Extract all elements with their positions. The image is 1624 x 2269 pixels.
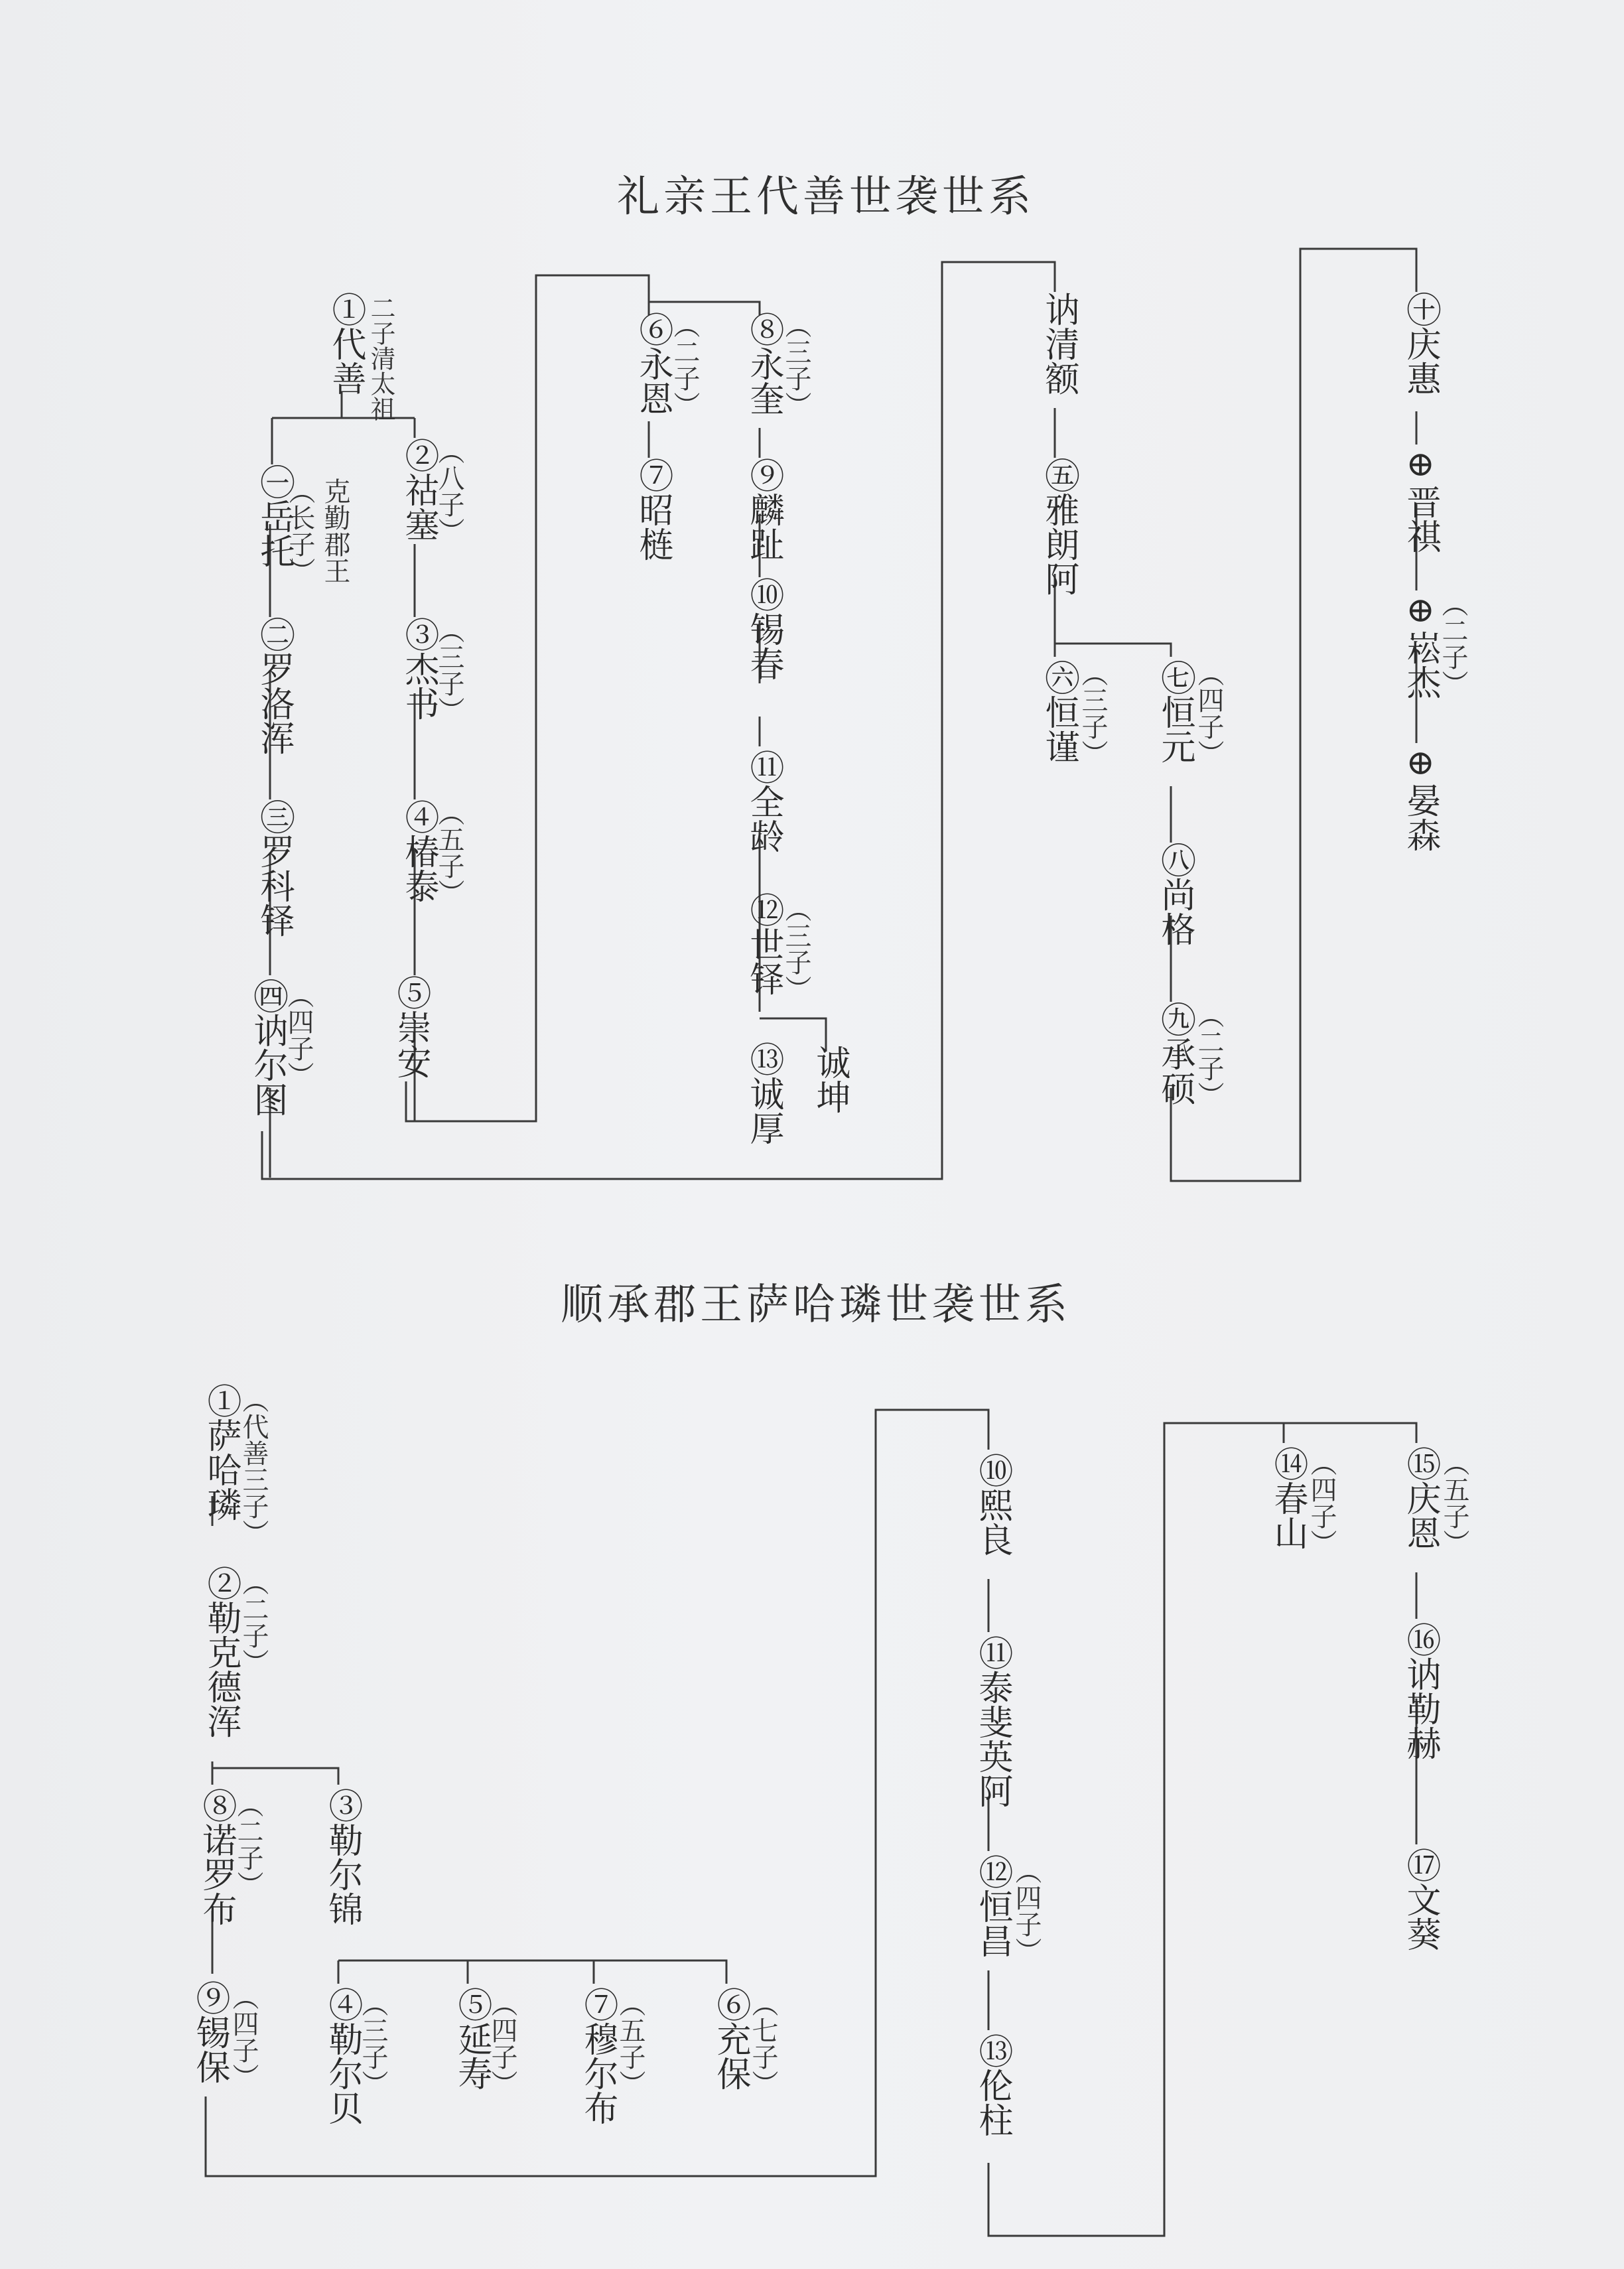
node-leerbei: ④勒尔贝	[322, 1987, 362, 2125]
note-hengchang: （四子）	[1011, 1858, 1042, 1964]
note-naertu: （四子）	[283, 982, 314, 1088]
node-hengchang: ⑫恒昌	[973, 1854, 1012, 1958]
node-linzhi: ⑨麟趾	[744, 458, 783, 561]
node-chongbao: ⑥充保	[710, 1987, 750, 2091]
note-xibao: （四子）	[228, 1984, 259, 2090]
node-shiduo: ⑫世铎	[744, 892, 783, 996]
node-wenkui: ⑰文葵	[1400, 1848, 1440, 1951]
node-zhaolian: ⑦昭梿	[633, 458, 673, 561]
node-yongkui: ⑧永奎	[744, 312, 783, 415]
node-nuoluobu: ⑧诺罗布	[196, 1788, 236, 1926]
connector	[988, 1423, 1416, 2236]
node-qingen: ⑮庆恩	[1400, 1446, 1440, 1550]
node-xichun: ⑩锡春	[744, 577, 783, 681]
note-jieshu: （三子）	[434, 617, 464, 723]
node-xiliang: ⑩熙良	[973, 1453, 1012, 1556]
diagram-title-1: 礼亲王代善世袭世系	[617, 172, 1035, 222]
node-nalehe: ⑯讷勒赫	[1400, 1622, 1440, 1760]
node-jinqi: ⊕晋祺	[1400, 445, 1440, 553]
node-hengjin: ㊅恒谨	[1039, 660, 1079, 764]
node-lekedehun: ②勒克德浑	[201, 1566, 241, 1738]
node-chengshuo: ㊈承硕	[1155, 1002, 1195, 1105]
node-songjie: ⊕崧杰	[1400, 590, 1440, 699]
note-qingen: （五子）	[1439, 1450, 1469, 1556]
node-qinghui: ㊉庆惠	[1400, 292, 1440, 395]
note-daishan: 二子清太祖	[366, 295, 395, 421]
node-jieshu: ③杰书	[399, 617, 439, 721]
node-yalanga: ㊄雅朗阿	[1039, 458, 1079, 596]
note-chengshuo: （二子）	[1193, 1002, 1224, 1108]
note-hengjin: （三子）	[1077, 660, 1108, 766]
note-chongbao: （七子）	[748, 1990, 778, 2097]
node-lunzhu: ⑬伦柱	[973, 2033, 1012, 2137]
node-shangge: ㊇尚格	[1155, 843, 1195, 946]
note-lekedehun: （二子）	[238, 1569, 269, 1675]
node-chunshan: ⑭春山	[1268, 1446, 1308, 1550]
node-naqinge: 讷清额	[1039, 292, 1079, 395]
note-yanshou: （四子）	[487, 1990, 517, 2097]
connector	[338, 1960, 726, 1984]
note-yuetuo: （长子）	[285, 478, 315, 584]
node-muerbu: ⑦穆尔布	[578, 1987, 618, 2125]
node-chongan: ⑤崇安	[391, 975, 431, 1079]
node-luokeduo: ㊂罗科铎	[254, 799, 294, 937]
note-chuntai: （五子）	[434, 799, 464, 906]
node-quanling: ⑪全龄	[744, 750, 783, 853]
diagram-title-2: 顺承郡王萨哈璘世袭世系	[561, 1280, 1071, 1330]
node-luoluohun: ㊁罗洛浑	[254, 617, 294, 755]
note-leerbei: （三子）	[358, 1990, 388, 2097]
note-yongen: （二子）	[669, 312, 700, 418]
node-gusai: ②祜塞	[399, 438, 439, 541]
note-shiduo: （三子）	[781, 896, 811, 1002]
node-chuntai: ④椿泰	[399, 799, 439, 903]
node-hengyuan: ㊆恒元	[1155, 660, 1195, 764]
node-chenghou: ⑬诚厚	[744, 1042, 783, 1145]
note-chunshan: （四子）	[1306, 1450, 1337, 1556]
node-yongen: ⑥永恩	[633, 312, 673, 415]
note-gusai: （八子）	[434, 438, 464, 544]
node-chengkun: 诚坤	[810, 1045, 850, 1114]
node-xibao: ⑨锡保	[190, 1980, 230, 2084]
node-daishan: ①代善	[326, 292, 366, 395]
note-sahalin: （代善三子）	[238, 1387, 269, 1546]
node-sahalin: ①萨哈璘	[201, 1383, 241, 1521]
node-yuetuo: ㊀岳托	[254, 464, 294, 568]
node-taifeiyinga: ⑪泰斐英阿	[973, 1635, 1012, 1808]
node-leerjin: ③勒尔锦	[322, 1788, 362, 1926]
node-yansen: ⊕晏森	[1400, 743, 1440, 852]
note-keqin: 克勤郡王	[320, 478, 350, 584]
note-songjie: （二子）	[1438, 590, 1468, 697]
note-nuoluobu: （二子）	[233, 1791, 263, 1897]
node-yanshou: ⑤延寿	[452, 1987, 492, 2091]
note-hengyuan: （四子）	[1193, 660, 1224, 766]
note-muerbu: （五子）	[615, 1990, 645, 2097]
note-yongkui: （三子）	[781, 312, 811, 418]
node-naertu: ㊃讷尔图	[247, 979, 287, 1117]
